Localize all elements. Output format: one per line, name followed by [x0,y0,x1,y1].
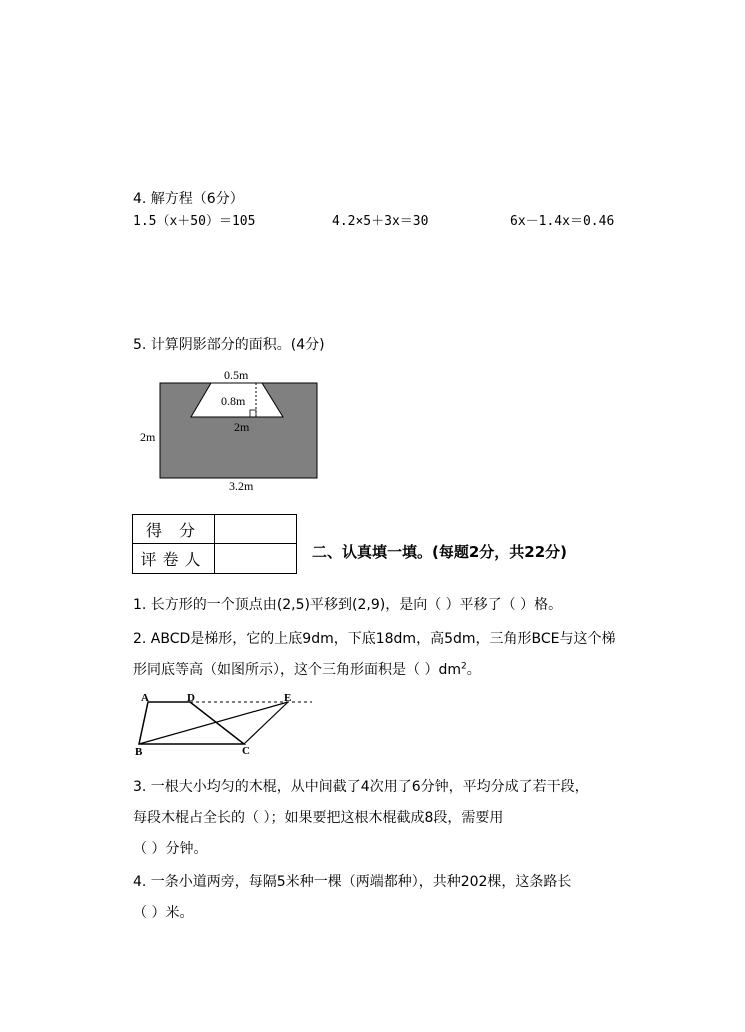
trapezoid-abcd [139,702,244,744]
label-e: E [284,692,292,704]
problem-2-end: 。 [466,662,481,678]
grader-cell [215,544,296,573]
superscript-2: 2 [460,661,467,672]
problem-4-line-1: 4. 一条小道两旁，每隔5米种一棵（两端都种），共种202棵，这条路长 [133,874,572,890]
label-base: 2m [234,420,250,434]
label-height: 0.8m [221,394,246,408]
label-bottom: 3.2m [229,479,254,493]
score-table [132,514,297,574]
q5-title: 5. 计算阴影部分的面积。(4分) [133,337,325,353]
label-d: D [187,692,195,704]
problem-2-text: 形同底等高（如图所示），这个三角形面积是（ ）dm [133,662,461,678]
problem-3-line-2: 每段木棍占全长的（ ）；如果要把这根木棍截成8段，需要用 [133,810,504,826]
score-row [133,515,296,544]
equation-1: 1.5（x＋50）＝105 [133,214,256,229]
equation-3: 6x－1.4x＝0.46 [510,214,615,229]
grader-row [133,544,296,573]
trapezoid-triangle-figure [130,688,315,758]
section-heading: 二、认真填一填。(每题2分，共22分) [312,543,568,561]
point-end: (2,9) [352,597,386,613]
shaded-area-figure [138,364,338,494]
score-cell [215,515,296,543]
score-label: 得 分 [133,515,215,543]
problem-1 [133,594,562,614]
label-c: C [242,745,250,757]
problem-4-line-2: （ ）米。 [133,905,194,921]
problem-1-text-a: 1. 长方形的一个顶点由 [133,597,277,613]
label-b: B [135,746,143,758]
point-start: (2,5) [276,597,311,613]
problem-2-line-1: 2. ABCD是梯形，它的上底9dm，下底18dm，高5dm，三角形BCE与这个梯 [133,631,616,647]
label-top: 0.5m [224,368,249,382]
problem-3-line-1: 3. 一根大小均匀的木棍，从中间截了4次用了6分钟，平均分成了若干段， [133,779,589,795]
label-side: 2m [140,430,156,444]
q4-title: 4. 解方程（6分） [133,191,244,207]
problem-2-line-2 [133,659,481,679]
problem-1-text-c: ，是向（ ）平移了（ ）格。 [385,597,563,613]
problem-3-line-3: （ ）分钟。 [133,841,208,857]
equation-2: 4.2×5＋3x＝30 [332,214,429,229]
problem-1-text-b: 平移到 [310,597,353,613]
label-a: A [141,692,149,704]
grader-label: 评卷人 [133,544,215,573]
